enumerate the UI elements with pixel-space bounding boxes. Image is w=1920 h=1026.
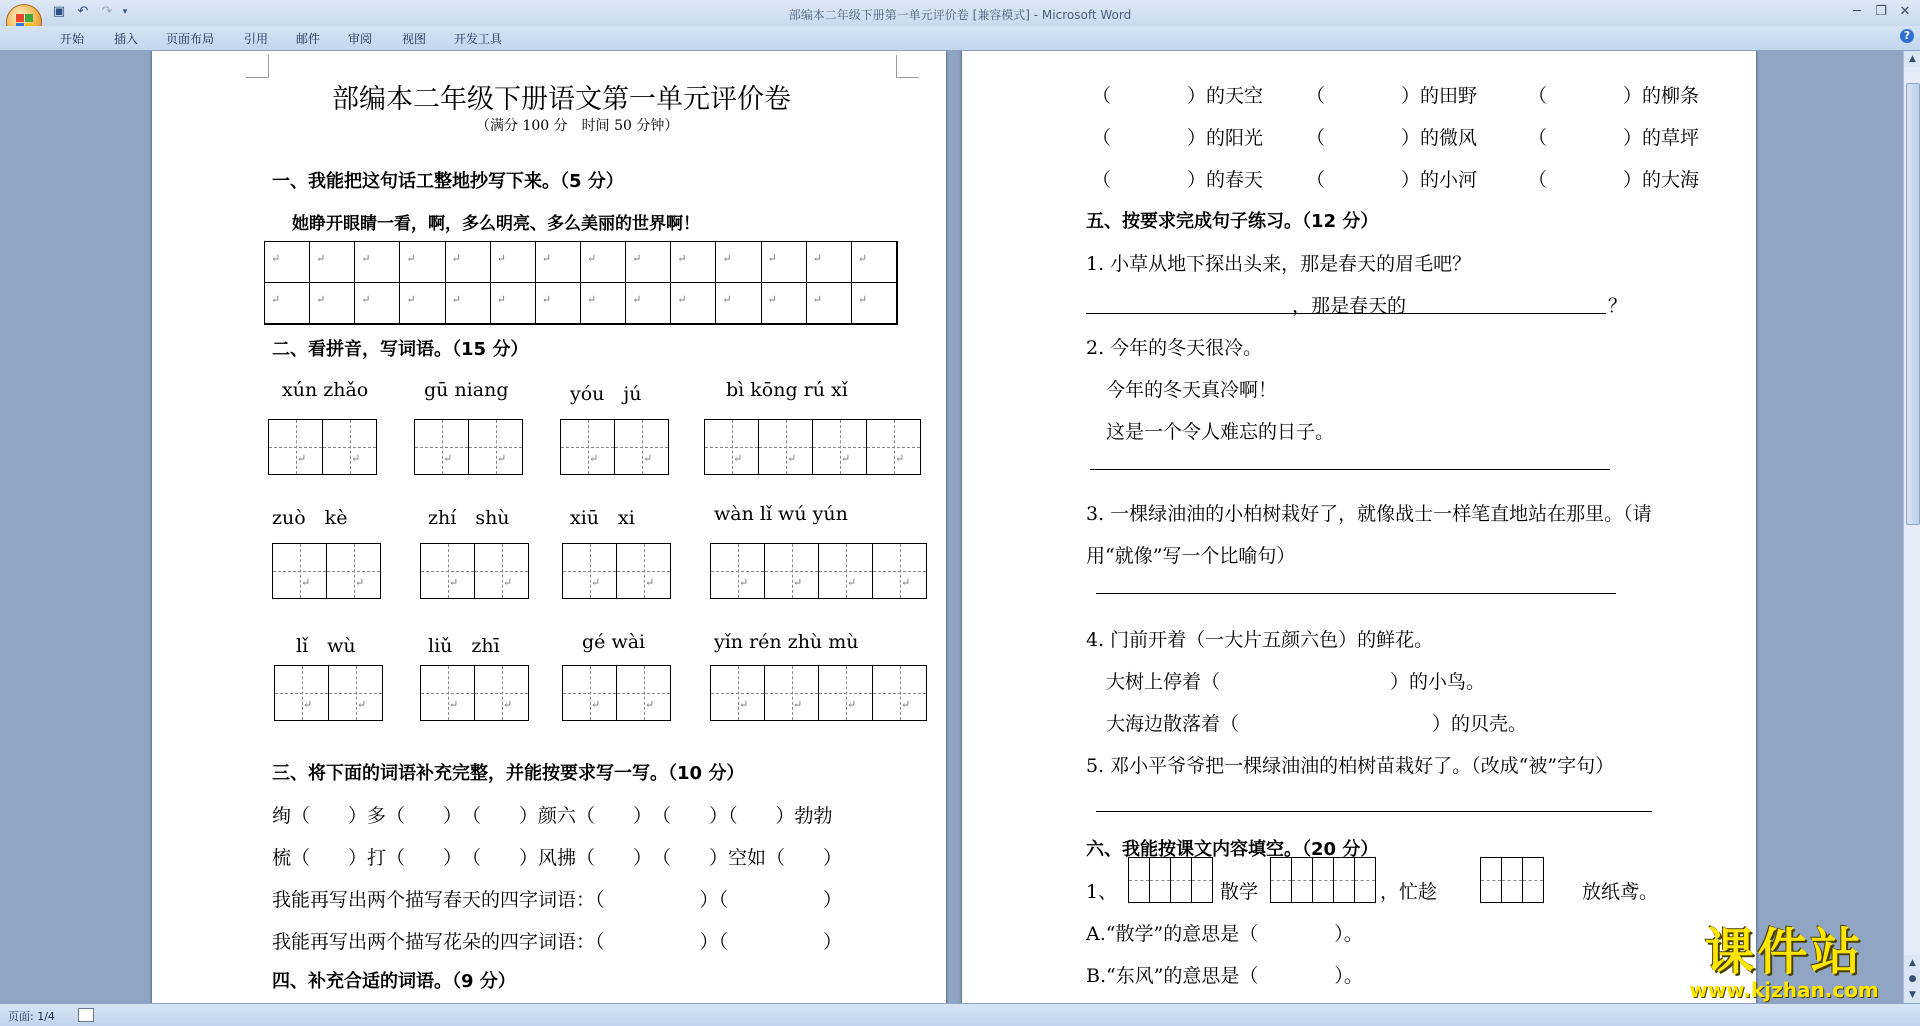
poem-question-b: B.“东风”的意思是（ ）。 xyxy=(1086,965,1363,987)
pinyin-label: gū niang xyxy=(424,379,509,401)
word-fill-item: （ ）的阳光 xyxy=(1092,127,1264,149)
tianzige-answer-box[interactable]: ↵ ↵ xyxy=(562,665,670,721)
answer-line[interactable] xyxy=(1096,811,1652,812)
word-fill-item: （ ）的小河 xyxy=(1306,169,1478,191)
poem-word-kite: 放纸鸢。 xyxy=(1582,881,1659,903)
pinyin-label: yǐn rén zhù mù xyxy=(714,631,859,653)
tianzige-answer-box[interactable]: ↵ ↵ xyxy=(420,665,528,721)
tab-page-layout[interactable]: 页面布局 xyxy=(166,32,215,46)
section-5-heading: 五、按要求完成句子练习。（12 分） xyxy=(1086,211,1379,232)
pinyin-label: gé wài xyxy=(582,631,646,653)
pinyin-label: xún zhǎo xyxy=(282,379,369,401)
page-2[interactable] xyxy=(962,51,1756,1003)
word-fill-item: （ ）的柳条 xyxy=(1528,85,1700,107)
tianzige-answer-box[interactable]: ↵ ↵ xyxy=(414,419,522,475)
idiom-fill-line: 绚（ ）多（ ） （ ）颜六（ ） （ ）（ ）勃勃 xyxy=(272,805,833,827)
redo-icon[interactable]: ↷ xyxy=(101,4,113,19)
question-4-a-prefix: 大树上停着（ xyxy=(1106,671,1221,693)
poem-answer-box[interactable] xyxy=(1480,857,1543,903)
question-2-sentence-a: 今年的冬天真冷啊！ xyxy=(1106,379,1278,401)
section-6-heading: 六、我能按课文内容填空。（20 分） xyxy=(1086,839,1379,860)
question-5: 5. 邓小平爷爷把一棵绿油油的柏树苗栽好了。（改成“被”字句） xyxy=(1086,755,1615,777)
page-1[interactable] xyxy=(152,51,946,1003)
spring-idiom-prompt: 我能再写出两个描写春天的四字词语：（ ）（ ） xyxy=(272,889,843,911)
pinyin-label: xiū xi xyxy=(570,507,635,529)
margin-marker xyxy=(246,55,269,78)
pinyin-label: liǔ zhī xyxy=(428,635,500,657)
tianzige-answer-box[interactable]: ↵ ↵ xyxy=(562,543,670,599)
word-fill-item: （ ）的田野 xyxy=(1306,85,1478,107)
title-bar xyxy=(0,0,1920,26)
kjzhan-watermark xyxy=(1668,925,1900,1003)
tianzige-answer-box[interactable]: ↵ ↵ xyxy=(272,543,380,599)
question-4-a-suffix: ）的小鸟。 xyxy=(1390,671,1486,693)
document-title: 部编本二年级下册语文第一单元评价卷 xyxy=(332,84,791,115)
pinyin-label: lǐ wù xyxy=(296,635,356,657)
section-3-heading: 三、将下面的词语补充完整，并能按要求写一写。（10 分） xyxy=(272,763,745,784)
tianzige-answer-box[interactable]: ↵ ↵ ↵ ↵ xyxy=(704,419,920,475)
page-count-status[interactable]: 页面: 1/4 xyxy=(8,1010,55,1023)
word-fill-item: （ ）的草坪 xyxy=(1528,127,1700,149)
undo-icon[interactable]: ↶ xyxy=(77,4,89,19)
question-2: 2. 今年的冬天很冷。 xyxy=(1086,337,1263,359)
tab-home[interactable]: 开始 xyxy=(60,32,85,46)
next-page-icon[interactable]: ▼ xyxy=(1904,987,1920,1003)
copy-writing-grid[interactable]: ↵ ↵ ↵ ↵ ↵ ↵ ↵ ↵ ↵ ↵ ↵ ↵ ↵ ↵ ↵ ↵ ↵ ↵ ↵ ↵ ↵ ↵ ↵ ↵ ↵ ↵ ↵ ↵ xyxy=(264,241,898,325)
save-icon[interactable]: ▣ xyxy=(52,4,66,19)
answer-line[interactable] xyxy=(1090,469,1610,470)
word-fill-item: （ ）的天空 xyxy=(1092,85,1264,107)
vertical-scrollbar[interactable] xyxy=(1903,51,1920,1003)
pinyin-label: zuò kè xyxy=(272,507,348,529)
watermark-title: 课件站 xyxy=(1704,923,1864,981)
minimize-icon[interactable]: ─ xyxy=(1853,4,1861,19)
section-4-heading: 四、补充合适的词语。（9 分） xyxy=(272,971,516,992)
document-workspace xyxy=(0,51,1900,1003)
word-fill-item: （ ）的春天 xyxy=(1092,169,1264,191)
poem-word-mangchen: ，忙趁 xyxy=(1380,881,1438,903)
close-icon[interactable]: ✕ xyxy=(1899,4,1911,19)
poem-answer-box[interactable] xyxy=(1128,857,1212,903)
margin-marker xyxy=(896,55,919,78)
question-4-b-suffix: ）的贝壳。 xyxy=(1432,713,1528,735)
tianzige-answer-box[interactable]: ↵ ↵ xyxy=(560,419,668,475)
scrollbar-thumb[interactable] xyxy=(1906,83,1920,525)
tianzige-answer-box[interactable]: ↵ ↵ ↵ ↵ xyxy=(710,543,926,599)
pinyin-label: bì kōng rú xǐ xyxy=(726,379,848,401)
poem-question-number: 1、 xyxy=(1086,881,1118,903)
tab-mailings[interactable]: 邮件 xyxy=(296,32,321,46)
previous-page-icon[interactable]: ▲ xyxy=(1904,955,1920,971)
copy-sentence: 她睁开眼睛一看，啊，多么明亮、多么美丽的世界啊！ xyxy=(292,214,700,234)
question-3-line-1: 3. 一棵绿油油的小柏树栽好了，就像战士一样笔直地站在那里。（请 xyxy=(1086,503,1652,525)
idiom-fill-line: 梳（ ）打（ ） （ ）风拂（ ） （ ）空如（ ） xyxy=(272,847,843,869)
proofing-icon[interactable] xyxy=(78,1008,94,1022)
help-icon[interactable]: ? xyxy=(1900,29,1914,43)
tianzige-answer-box[interactable]: ↵ ↵ xyxy=(420,543,528,599)
tianzige-answer-box[interactable]: ↵ ↵ ↵ ↵ xyxy=(710,665,926,721)
word-fill-item: （ ）的微风 xyxy=(1306,127,1478,149)
browse-object-icon[interactable]: ● xyxy=(1904,971,1920,987)
section-1-heading: 一、我能把这句话工整地抄写下来。（5 分） xyxy=(272,171,624,192)
tab-review[interactable]: 审阅 xyxy=(348,32,373,46)
pinyin-label: yóu jú xyxy=(570,383,642,405)
question-4-b-prefix: 大海边散落着（ xyxy=(1106,713,1240,735)
question-1-answer-mid: ，那是春天的 xyxy=(1292,295,1407,317)
watermark-url: www.kjzhan.com xyxy=(1689,978,1879,1002)
tab-references[interactable]: 引用 xyxy=(244,32,269,46)
question-3-line-2: 用“就像”写一个比喻句） xyxy=(1086,545,1296,567)
poem-word-sanxue: 散学 xyxy=(1220,881,1259,903)
tab-developer[interactable]: 开发工具 xyxy=(454,32,503,46)
question-2-sentence-b: 这是一个令人难忘的日子。 xyxy=(1106,421,1335,443)
tab-insert[interactable]: 插入 xyxy=(114,32,139,46)
answer-line[interactable] xyxy=(1096,593,1616,594)
tianzige-answer-box[interactable]: ↵ ↵ xyxy=(268,419,376,475)
section-2-heading: 二、看拼音，写词语。（15 分） xyxy=(272,339,529,360)
question-4: 4. 门前开着（一大片五颜六色）的鲜花。 xyxy=(1086,629,1434,651)
window-title: 部编本二年级下册第一单元评价卷 [兼容模式] - Microsoft Word xyxy=(788,8,1132,22)
ribbon-tabs xyxy=(0,26,1920,51)
scroll-up-icon[interactable]: ▲ xyxy=(1904,51,1920,67)
tianzige-answer-box[interactable]: ↵ ↵ xyxy=(274,665,382,721)
maximize-icon[interactable]: ❐ xyxy=(1875,4,1887,19)
poem-question-a: A.“散学”的意思是（ ）。 xyxy=(1086,923,1363,945)
word-fill-item: （ ）的大海 xyxy=(1528,169,1700,191)
pinyin-label: wàn lǐ wú yún xyxy=(714,503,848,525)
document-subtitle: （满分 100 分 时间 50 分钟） xyxy=(476,118,679,134)
status-bar xyxy=(0,1003,1920,1026)
question-1: 1. 小草从地下探出头来，那是春天的眉毛吧？ xyxy=(1086,253,1472,275)
question-1-answer-end: ？ xyxy=(1608,295,1628,317)
pinyin-label: zhí shù xyxy=(428,507,510,529)
customize-icon[interactable]: ▾ xyxy=(122,7,128,17)
tab-view[interactable]: 视图 xyxy=(402,32,427,46)
poem-answer-box[interactable] xyxy=(1270,857,1375,903)
flower-idiom-prompt: 我能再写出两个描写花朵的四字词语：（ ）（ ） xyxy=(272,931,843,953)
